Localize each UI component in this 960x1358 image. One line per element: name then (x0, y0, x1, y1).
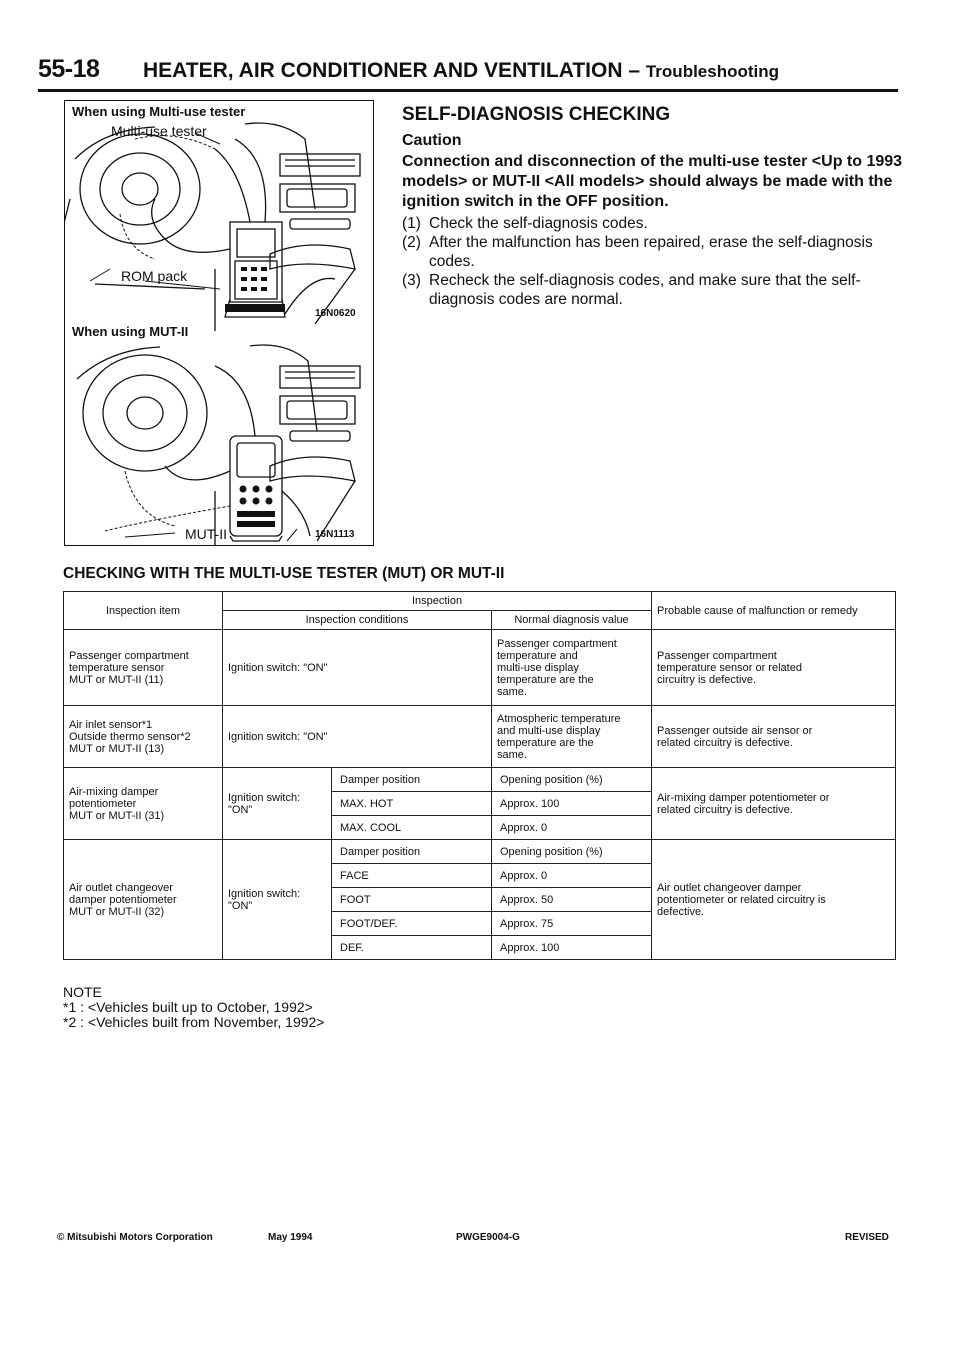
callout-multi-use-tester: Multi-use tester (111, 123, 207, 139)
line: damper potentiometer (69, 893, 177, 906)
line: potentiometer or related circuitry is (657, 893, 826, 906)
cell-damper-position: FOOT (332, 888, 492, 912)
cell-inspection-item (64, 840, 223, 960)
figure-code-bottom: 16N1113 (315, 529, 355, 540)
cell-damper-position: FOOT/DEF. (332, 912, 492, 936)
cell-inspection-item (64, 706, 223, 768)
sub-header-damper-position: Damper position (332, 840, 492, 864)
multi-use-tester-illustration (65, 119, 373, 331)
line: MUT or MUT-II (31) (69, 809, 165, 822)
cell-opening-position: Approx. 0 (492, 864, 652, 888)
footer-doc-code: PWGE9004-G (456, 1232, 520, 1243)
step-text: After the malfunction has been repaired, erase the self-diagnosis codes. (429, 234, 873, 270)
cell-probable-cause (652, 840, 896, 960)
section-subtitle: Troubleshooting (645, 62, 780, 81)
note-mark: *1 (63, 999, 77, 1015)
callout-rom-pack: ROM pack (121, 268, 188, 284)
note-item (63, 1000, 324, 1015)
sub-header-opening-position: Opening position (%) (492, 840, 652, 864)
cell-condition: Ignition switch: "ON" (223, 630, 492, 706)
footer-date: May 1994 (268, 1232, 313, 1243)
line: same. (497, 685, 527, 698)
line: Air outlet changeover damper (657, 881, 802, 894)
procedure-step (402, 214, 912, 233)
cell-probable-cause (652, 630, 896, 706)
table-title: CHECKING WITH THE MULTI-USE TESTER (MUT) OR MUT-II (63, 565, 505, 582)
line: Outside thermo sensor*2 (69, 730, 191, 743)
cell-probable-cause (652, 768, 896, 840)
line: temperature sensor or related (657, 661, 802, 674)
note-item (63, 1015, 324, 1030)
line: temperature sensor (69, 661, 165, 674)
line: temperature and (497, 649, 578, 662)
line: Passenger compartment (69, 649, 189, 662)
header-inspection-item: Inspection item (64, 592, 223, 630)
header-rule (38, 89, 898, 92)
procedure-step (402, 271, 912, 309)
line: MUT or MUT-II (32) (69, 905, 165, 918)
line: related circuitry is defective. (657, 803, 793, 816)
cell-inspection-item (64, 630, 223, 706)
line: Air-mixing damper (69, 785, 159, 798)
note-text: : <Vehicles built up to October, 1992> (80, 999, 313, 1015)
sub-header-opening-position: Opening position (%) (492, 768, 652, 792)
table-row (64, 768, 896, 792)
line: multi-use display (497, 661, 579, 674)
section-title-dash: – (622, 59, 646, 82)
line: temperature are the (497, 673, 594, 686)
cell-probable-cause (652, 706, 896, 768)
cell-normal-value (492, 630, 652, 706)
inspection-table (63, 591, 896, 960)
footer-copyright: © Mitsubishi Motors Corporation (57, 1232, 213, 1243)
procedure-step (402, 233, 912, 271)
page-number: 55-18 (38, 55, 100, 83)
line: defective. (657, 905, 705, 918)
line: "ON" (228, 899, 253, 912)
header-probable-cause: Probable cause of malfunction or remedy (652, 592, 896, 630)
line: Passenger compartment (497, 637, 617, 650)
line: same. (497, 748, 527, 761)
mut-ii-illustration (65, 341, 373, 545)
cell-condition (223, 768, 332, 840)
line: Air outlet changeover (69, 881, 173, 894)
line: MUT or MUT-II (13) (69, 742, 165, 755)
line: Ignition switch: (228, 887, 301, 900)
cell-damper-position: FACE (332, 864, 492, 888)
table-row (64, 630, 896, 706)
line: and multi-use display (497, 724, 601, 737)
cell-opening-position: Approx. 75 (492, 912, 652, 936)
self-diagnosis-heading: SELF-DIAGNOSIS CHECKING (402, 104, 671, 125)
line: related circuitry is defective. (657, 736, 793, 749)
caution-text: Connection and disconnection of the multi-use tester <Up to 1993 models> or MUT-II <All models> should always be made with the ignition switch in the OFF position. (402, 153, 903, 210)
table-row (64, 840, 896, 864)
note-text: : <Vehicles built from November, 1992> (80, 1014, 325, 1030)
line: Passenger compartment (657, 649, 777, 662)
step-number: (2) (402, 234, 421, 251)
table-header-row (64, 592, 896, 611)
section-title-main: HEATER, AIR CONDITIONER AND VENTILATION (143, 59, 623, 82)
sub-header-damper-position: Damper position (332, 768, 492, 792)
callout-mut-ii: MUT-II (185, 526, 227, 542)
figure-code-top: 16N0620 (315, 308, 356, 319)
header-inspection: Inspection (223, 592, 652, 611)
cell-damper-position: DEF. (332, 936, 492, 960)
step-number: (3) (402, 272, 421, 289)
caution-label: Caution (402, 132, 462, 149)
cell-opening-position: Approx. 50 (492, 888, 652, 912)
cell-opening-position: Approx. 100 (492, 792, 652, 816)
figure-top-label: When using Multi-use tester (72, 104, 246, 119)
footer-status: REVISED (845, 1232, 889, 1243)
line: Passenger outside air sensor or (657, 724, 813, 737)
note-label: NOTE (63, 984, 102, 1000)
line: temperature are the (497, 736, 594, 749)
line: circuitry is defective. (657, 673, 757, 686)
line: Air inlet sensor*1 (69, 718, 153, 731)
cell-normal-value (492, 706, 652, 768)
line: Atmospheric temperature (497, 712, 621, 725)
note-mark: *2 (63, 1014, 77, 1030)
cell-condition: Ignition switch: "ON" (223, 706, 492, 768)
section-title (143, 59, 779, 83)
figure-panel (64, 100, 374, 546)
cell-opening-position: Approx. 0 (492, 816, 652, 840)
header-inspection-conditions: Inspection conditions (223, 611, 492, 630)
procedure-steps (402, 214, 912, 309)
step-number: (1) (402, 215, 421, 232)
table-row (64, 706, 896, 768)
cell-condition (223, 840, 332, 960)
line: Ignition switch: (228, 791, 301, 804)
figure-bottom-label: When using MUT-II (72, 324, 189, 339)
step-text: Recheck the self-diagnosis codes, and make sure that the self-diagnosis codes are normal. (429, 272, 861, 308)
step-text: Check the self-diagnosis codes. (429, 215, 648, 232)
cell-inspection-item (64, 768, 223, 840)
cell-opening-position: Approx. 100 (492, 936, 652, 960)
notes (63, 985, 324, 1030)
cell-damper-position: MAX. HOT (332, 792, 492, 816)
line: MUT or MUT-II (11) (69, 673, 164, 686)
header-normal-value: Normal diagnosis value (492, 611, 652, 630)
line: Air-mixing damper potentiometer or (657, 791, 830, 804)
line: "ON" (228, 803, 253, 816)
cell-damper-position: MAX. COOL (332, 816, 492, 840)
line: potentiometer (69, 797, 137, 810)
